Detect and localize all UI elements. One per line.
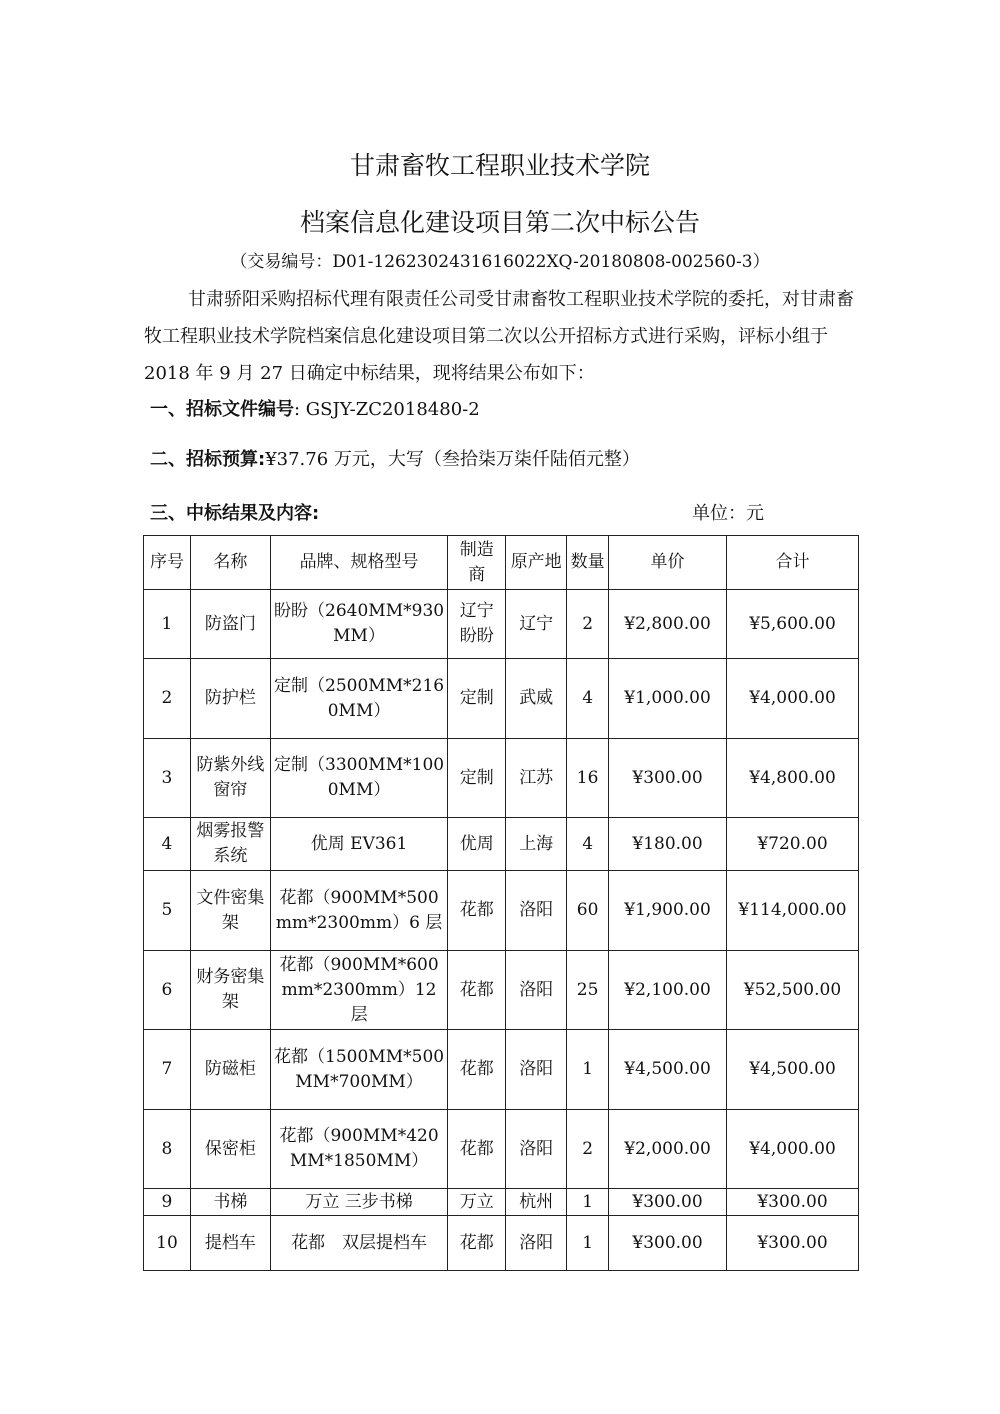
cell-total: ¥4,000.00 [727,1110,859,1189]
header-mfr: 制造商 [448,536,506,590]
cell-seq: 3 [144,739,191,818]
cell-spec: 盼盼（2640MM*930MM） [270,590,448,659]
cell-qty: 1 [567,1216,609,1271]
cell-name: 烟雾报警系统 [190,818,270,871]
header-seq: 序号 [144,536,191,590]
header-spec: 品牌、规格型号 [270,536,448,590]
cell-price: ¥1,900.00 [609,871,727,951]
cell-name: 防磁柜 [190,1030,270,1110]
table-row [144,871,859,951]
table-row [144,739,859,818]
cell-mfr: 辽宁盼盼 [448,590,506,659]
section-results [150,499,319,525]
cell-qty: 2 [567,1110,609,1189]
cell-price: ¥4,500.00 [609,1030,727,1110]
cell-mfr: 定制 [448,659,506,739]
cell-total: ¥4,000.00 [727,659,859,739]
cell-total: ¥114,000.00 [727,871,859,951]
cell-spec: 定制（3300MM*1000MM） [270,739,448,818]
cell-seq: 1 [144,590,191,659]
intro-text: 甘肃骄阳采购招标代理有限责任公司受甘肃畜牧工程职业技术学院的委托，对甘肃畜牧工程职业技术学院档案信息化建设项目第二次以公开招标方式进行采购，评标小组于 2018 年 9 月 27 日确定中标结果，现将结果公布如下： [144,289,854,384]
cell-qty: 4 [567,659,609,739]
cell-name: 保密柜 [190,1110,270,1189]
cell-spec: 万立 三步书梯 [270,1189,448,1216]
cell-total: ¥300.00 [727,1216,859,1271]
cell-total: ¥300.00 [727,1189,859,1216]
transaction-code: （交易编号：D01-1262302431616022XQ-20180808-002560-3） [230,252,770,272]
table-row [144,818,859,871]
cell-seq: 8 [144,1110,191,1189]
cell-qty: 16 [567,739,609,818]
cell-mfr: 优周 [448,818,506,871]
cell-origin: 洛阳 [506,1110,567,1189]
section-3-label: 三、中标结果及内容: [150,503,320,524]
section-1-label: 一、招标文件编号 [150,399,294,420]
cell-qty: 1 [567,1189,609,1216]
cell-spec: 花都（900MM*500mm*2300mm）6 层 [270,871,448,951]
cell-name: 财务密集架 [190,951,270,1030]
cell-name: 书梯 [190,1189,270,1216]
table-row [144,1216,859,1271]
cell-name: 文件密集架 [190,871,270,951]
cell-seq: 4 [144,818,191,871]
cell-spec: 优周 EV361 [270,818,448,871]
cell-total: ¥4,800.00 [727,739,859,818]
table-row [144,659,859,739]
cell-qty: 25 [567,951,609,1030]
unit-label: 单位：元 [692,503,764,524]
cell-mfr: 花都 [448,871,506,951]
table-row [144,951,859,1030]
header-origin: 原产地 [506,536,567,590]
cell-mfr: 花都 [448,951,506,1030]
cell-mfr: 万立 [448,1189,506,1216]
cell-origin: 洛阳 [506,1216,567,1271]
cell-spec: 花都（900MM*600mm*2300mm）12 层 [270,951,448,1030]
intro-paragraph [144,281,860,392]
cell-seq: 9 [144,1189,191,1216]
table-row [144,1189,859,1216]
cell-origin: 洛阳 [506,871,567,951]
cell-total: ¥5,600.00 [727,590,859,659]
cell-origin: 上海 [506,818,567,871]
header-price: 单价 [609,536,727,590]
cell-origin: 辽宁 [506,590,567,659]
document-subtitle: 档案信息化建设项目第二次中标公告 [299,208,700,237]
cell-name: 提档车 [190,1216,270,1271]
section-budget [150,445,640,471]
cell-origin: 武威 [506,659,567,739]
cell-origin: 洛阳 [506,1030,567,1110]
header-qty: 数量 [567,536,609,590]
document-title: 甘肃畜牧工程职业技术学院 [349,151,650,180]
cell-price: ¥2,000.00 [609,1110,727,1189]
cell-price: ¥180.00 [609,818,727,871]
section-1-value: : GSJY-ZC2018480-2 [294,399,480,420]
cell-price: ¥1,000.00 [609,659,727,739]
cell-seq: 6 [144,951,191,1030]
section-2-label: 二、招标预算: [150,449,266,470]
cell-price: ¥300.00 [609,739,727,818]
cell-total: ¥52,500.00 [727,951,859,1030]
cell-price: ¥300.00 [609,1189,727,1216]
cell-spec: 花都（1500MM*500MM*700MM） [270,1030,448,1110]
cell-origin: 杭州 [506,1189,567,1216]
cell-mfr: 定制 [448,739,506,818]
cell-price: ¥300.00 [609,1216,727,1271]
cell-origin: 洛阳 [506,951,567,1030]
results-table [143,535,859,1271]
table-row [144,1110,859,1189]
cell-qty: 4 [567,818,609,871]
section-tender-number [150,395,480,421]
cell-qty: 60 [567,871,609,951]
cell-price: ¥2,800.00 [609,590,727,659]
cell-name: 防护栏 [190,659,270,739]
cell-qty: 2 [567,590,609,659]
table-header-row [144,536,859,590]
cell-total: ¥720.00 [727,818,859,871]
cell-mfr: 花都 [448,1216,506,1271]
cell-spec: 定制（2500MM*2160MM） [270,659,448,739]
cell-name: 防盗门 [190,590,270,659]
header-total: 合计 [727,536,859,590]
cell-name: 防紫外线窗帘 [190,739,270,818]
section-2-value: ¥37.76 万元，大写（叁拾柒万柒仟陆佰元整） [265,449,640,470]
cell-origin: 江苏 [506,739,567,818]
cell-mfr: 花都 [448,1110,506,1189]
cell-price: ¥2,100.00 [609,951,727,1030]
cell-seq: 2 [144,659,191,739]
cell-spec: 花都 双层提档车 [270,1216,448,1271]
table-row [144,1030,859,1110]
cell-seq: 10 [144,1216,191,1271]
cell-qty: 1 [567,1030,609,1110]
cell-spec: 花都（900MM*420MM*1850MM） [270,1110,448,1189]
cell-total: ¥4,500.00 [727,1030,859,1110]
cell-seq: 7 [144,1030,191,1110]
header-name: 名称 [190,536,270,590]
cell-seq: 5 [144,871,191,951]
table-row [144,590,859,659]
cell-mfr: 花都 [448,1030,506,1110]
